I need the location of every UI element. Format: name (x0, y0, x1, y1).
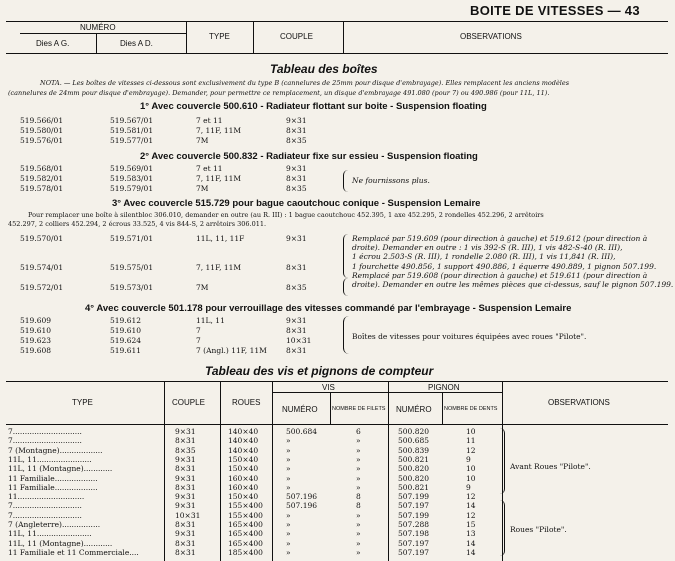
cmp-row-type: 7............................. (8, 436, 82, 446)
cmp-row-type: 7............................. (8, 427, 82, 436)
cmp-row-type: 11L, 11....................... (8, 529, 92, 539)
section-1-title: 1° Avec couvercle 500.610 - Radiateur flottant sur boite - Suspension floating (140, 101, 487, 112)
cmp-row-roues: 165×400 (228, 538, 263, 548)
section-2-brace (343, 170, 348, 192)
row-type: 7 (Angl.) 11F, 11M (196, 346, 267, 355)
cmp-row-vis-numero: » (286, 529, 291, 539)
cmp-row-pignon-dents: 15 (466, 520, 476, 529)
cmp-row-couple: 8×31 (175, 538, 196, 548)
row-type: 7 (196, 326, 201, 335)
section-3-obs-line: droite). Demander en outre les mêmes pièces que ci-dessus, sauf le pignon 507.199. (352, 280, 674, 289)
cmp-row-type: 11 Familiale et 11 Commerciale.... (8, 547, 139, 557)
cmp-row-vis-filets: » (356, 454, 361, 464)
row-dad: 519.571/01 (110, 234, 154, 243)
row-couple: 9×31 (286, 116, 307, 125)
cmp-row-vis-filets: » (356, 464, 361, 474)
cmp-col-pignon-numero: NUMÉRO (396, 405, 432, 414)
cmp-row-pignon-numero: 500.820 (398, 473, 430, 483)
row-type: 7, 11F, 11M (196, 174, 242, 183)
cmp-row-roues: 140×40 (228, 445, 259, 455)
cmp-row-pignon-numero: 500.839 (398, 445, 430, 455)
cmp-row-pignon-numero: 507.198 (398, 529, 430, 539)
cmp-row-vis-filets: » (356, 510, 361, 520)
row-dad: 519.567/01 (110, 116, 154, 125)
cmp-row-roues: 155×400 (228, 510, 263, 520)
cmp-row-couple: 8×35 (175, 445, 196, 455)
compteur-rule-header (6, 424, 668, 425)
row-couple: 8×35 (286, 184, 307, 193)
top-table-rule-top (6, 21, 668, 22)
cmp-row-roues: 185×400 (228, 547, 263, 557)
boites-title: Tableau des boîtes (270, 62, 378, 76)
row-couple: 9×31 (286, 164, 307, 173)
cmp-row-couple: 9×31 (175, 427, 196, 436)
cmp-row-pignon-dents: 9 (466, 454, 471, 464)
cmp-col-observations: OBSERVATIONS (548, 398, 610, 407)
cmp-row-couple: 10×31 (175, 510, 201, 520)
col-couple: COUPLE (280, 32, 313, 41)
row-couple: 10×31 (286, 336, 312, 345)
page-header-title: BOITE DE VITESSES — 43 (470, 3, 640, 18)
cmp-col-couple: COUPLE (172, 398, 205, 407)
section-3-intro-2: 452.297, 2 colliers 452.294, 2 écrous 33.525, 4 vis 844-S, 2 arrêtoirs 306.011. (8, 220, 267, 228)
cmp-row-vis-filets: » (356, 538, 361, 548)
compteur-vline-3 (272, 381, 273, 561)
top-table-vline-4 (343, 21, 344, 53)
row-type: 7, 11F, 11M (196, 263, 242, 272)
cmp-row-roues: 140×40 (228, 427, 259, 436)
cmp-row-vis-filets: 8 (356, 501, 361, 511)
cmp-row-pignon-dents: 12 (466, 510, 476, 520)
compteur-rule-top (6, 381, 668, 382)
cmp-row-vis-filets: » (356, 473, 361, 483)
cmp-row-vis-numero: » (286, 510, 291, 520)
cmp-row-type: 11............................ (8, 492, 85, 502)
cmp-row-couple: 9×31 (175, 501, 196, 511)
cmp-row-vis-filets: 8 (356, 492, 361, 502)
row-dag: 519.570/01 (20, 234, 64, 243)
cmp-row-pignon-numero: 500.820 (398, 464, 430, 474)
cmp-col-pignon: PIGNON (428, 383, 460, 392)
boites-note-2: (cannelures de 24mm pour disque d'embrayage). Demander, pour permettre ce remplacement, un disque d'embrayage 491.080 (pour 7) ou 490.986 (pour 11L, 11). (8, 89, 550, 97)
cmp-row-type: 11L, 11 (Montagne)............ (8, 538, 113, 548)
cmp-row-pignon-dents: 14 (466, 501, 476, 511)
row-dad: 519.612 (110, 316, 142, 325)
cmp-row-type: 11L, 11....................... (8, 454, 92, 464)
section-3-obs-line: droite). Demander en outre : 1 vis 392-S (R. III), 1 vis 482-S-40 (R. III), (352, 243, 623, 253)
cmp-col-vis-numero: NUMÉRO (282, 405, 318, 414)
col-type: TYPE (209, 32, 230, 41)
row-dag: 519.608 (20, 346, 52, 355)
cmp-row-type: 11L, 11 (Montagne)............ (8, 464, 113, 474)
col-dad: Dies A D. (120, 39, 153, 48)
row-dad: 519.610 (110, 326, 142, 335)
cmp-row-pignon-numero: 507.199 (398, 510, 430, 520)
cmp-row-roues: 160×40 (228, 482, 259, 492)
cmp-row-pignon-numero: 500.685 (398, 436, 430, 446)
cmp-row-type: 7............................. (8, 510, 82, 520)
cmp-row-roues: 150×40 (228, 492, 259, 502)
section-2-title: 2° Avec couvercle 500.832 - Radiateur fixe sur essieu - Suspension floating (140, 151, 478, 162)
cmp-row-roues: 140×40 (228, 436, 259, 446)
cmp-row-vis-filets: » (356, 445, 361, 455)
compteur-rule-sub (272, 392, 502, 393)
cmp-row-pignon-dents: 14 (466, 547, 476, 557)
cmp-row-vis-numero: 500.684 (286, 427, 318, 436)
cmp-row-pignon-dents: 12 (466, 445, 476, 455)
section-4-title: 4° Avec couvercle 501.178 pour verrouillage des vitesses commandé par l'embrayage - Suspension Lemaire (85, 303, 572, 314)
cmp-row-roues: 150×40 (228, 454, 259, 464)
cmp-row-pignon-numero: 507.288 (398, 520, 430, 529)
row-couple: 9×31 (286, 234, 307, 243)
cmp-row-vis-numero: » (286, 464, 291, 474)
top-table-vline-1 (96, 33, 97, 53)
cmp-row-pignon-numero: 507.199 (398, 492, 430, 502)
cmp-row-pignon-numero: 507.197 (398, 501, 430, 511)
compteur-vline-6 (442, 392, 443, 424)
cmp-col-nb-dents: NOMBRE DE DENTS (444, 406, 498, 412)
compteur-obs-2: Roues "Pilote". (510, 525, 567, 534)
row-dad: 519.573/01 (110, 283, 154, 292)
compteur-vline-4 (330, 392, 331, 424)
row-dag: 519.610 (20, 326, 52, 335)
row-type: 7M (196, 283, 209, 292)
col-observations: OBSERVATIONS (460, 32, 522, 41)
cmp-row-pignon-dents: 12 (466, 492, 476, 502)
cmp-row-type: 7............................. (8, 501, 82, 511)
cmp-row-vis-filets: » (356, 520, 361, 529)
cmp-row-roues: 150×40 (228, 464, 259, 474)
section-3-obs-line: 1 écrou 2.503-S (R. III), 1 rondelle 2.080 (R. III), 1 vis 11,841 (R. III), (352, 252, 616, 262)
row-dad: 519.624 (110, 336, 142, 345)
section-3-obs-line: 1 fourchette 490.856, 1 support 490.886, 1 équerre 490.889, 1 pignon 507.199. (352, 261, 657, 271)
cmp-row-type: 7 (Montagne).................. (8, 445, 103, 455)
row-dag: 519.572/01 (20, 283, 64, 292)
cmp-row-vis-numero: » (286, 520, 291, 529)
row-dag: 519.574/01 (20, 263, 64, 272)
section-3-title: 3° Avec couvercle 515.729 pour bague caoutchouc conique - Suspension Lemaire (112, 198, 481, 209)
cmp-col-nb-filets: NOMBRE DE FILETS (332, 406, 386, 412)
top-table-vline-2 (186, 21, 187, 53)
cmp-row-pignon-dents: 10 (466, 427, 476, 436)
row-dad: 519.575/01 (110, 263, 154, 272)
row-dag: 519.609 (20, 316, 52, 325)
cmp-row-vis-numero: 507.196 (286, 492, 318, 502)
section-4-obs: Boîtes de vitesses pour voitures équipées avec roues "Pilote". (352, 332, 587, 341)
boites-note-1: NOTA. — Les boîtes de vitesses ci-dessous sont exclusivement du type B (cannelures de 25mm pour disque d'embrayage). Elles remplacent les anciens modèles (40, 79, 570, 87)
section-2-obs: Ne fournissons plus. (352, 176, 430, 185)
row-couple: 9×31 (286, 316, 307, 325)
cmp-row-pignon-numero: 507.197 (398, 547, 430, 557)
row-type: 7 et 11 (196, 164, 223, 173)
cmp-row-roues: 165×400 (228, 520, 263, 529)
cmp-row-couple: 8×31 (175, 547, 196, 557)
cmp-row-couple: 9×31 (175, 492, 196, 502)
cmp-row-pignon-numero: 500.820 (398, 427, 430, 436)
row-type: 7, 11F, 11M (196, 126, 242, 135)
cmp-row-type: 11 Familiale.................. (8, 482, 98, 492)
row-couple: 8×31 (286, 263, 307, 272)
cmp-row-vis-filets: » (356, 529, 361, 539)
top-table-vline-3 (253, 21, 254, 53)
row-dad: 519.577/01 (110, 136, 154, 145)
cmp-row-vis-numero: » (286, 473, 291, 483)
row-dag: 519.582/01 (20, 174, 64, 183)
row-dad: 519.569/01 (110, 164, 154, 173)
row-couple: 8×31 (286, 174, 307, 183)
cmp-row-couple: 8×31 (175, 520, 196, 529)
cmp-row-vis-filets: » (356, 482, 361, 492)
cmp-row-roues: 160×40 (228, 473, 259, 483)
row-type: 7 (196, 336, 201, 345)
row-couple: 8×31 (286, 126, 307, 135)
numero-underline (20, 33, 186, 34)
cmp-row-vis-numero: 507.196 (286, 501, 318, 511)
cmp-col-type: TYPE (72, 398, 93, 407)
col-numero: NUMÉRO (80, 23, 116, 32)
row-dad: 519.583/01 (110, 174, 154, 183)
row-type: 11L, 11 (196, 316, 225, 325)
cmp-row-pignon-dents: 10 (466, 464, 476, 474)
cmp-row-vis-numero: » (286, 482, 291, 492)
cmp-row-vis-filets: » (356, 547, 361, 557)
row-type: 11L, 11, 11F (196, 234, 245, 243)
section-3-brace-1 (343, 234, 348, 278)
cmp-row-pignon-numero: 507.197 (398, 538, 430, 548)
row-dag: 519.580/01 (20, 126, 64, 135)
section-3-obs-line: Remplacé par 519.608 (pour direction à gauche) et 519.611 (pour direction à (352, 270, 648, 280)
cmp-row-couple: 8×31 (175, 464, 196, 474)
row-couple: 8×35 (286, 283, 307, 292)
compteur-obs-1: Avant Roues "Pilote". (510, 462, 591, 471)
row-type: 7 et 11 (196, 116, 223, 125)
compteur-title: Tableau des vis et pignons de compteur (205, 364, 434, 378)
cmp-row-couple: 9×31 (175, 454, 196, 464)
cmp-row-pignon-dents: 9 (466, 482, 471, 492)
row-type: 7M (196, 136, 209, 145)
compteur-vline-5 (388, 381, 389, 561)
cmp-row-couple: 8×31 (175, 436, 196, 446)
cmp-row-couple: 9×31 (175, 529, 196, 539)
row-dag: 519.623 (20, 336, 52, 345)
row-dag: 519.566/01 (20, 116, 64, 125)
row-dag: 519.578/01 (20, 184, 64, 193)
section-3-obs-line: Remplacé par 519.609 (pour direction à gauche) et 519.612 (pour direction à (352, 234, 648, 243)
row-couple: 8×31 (286, 346, 307, 355)
cmp-row-type: 11 Familiale.................. (8, 473, 98, 483)
cmp-row-couple: 9×31 (175, 473, 196, 483)
row-couple: 8×35 (286, 136, 307, 145)
row-type: 7M (196, 184, 209, 193)
cmp-row-vis-numero: » (286, 547, 291, 557)
cmp-row-vis-filets: 6 (356, 427, 361, 436)
row-dad: 519.581/01 (110, 126, 154, 135)
cmp-row-pignon-numero: 500.821 (398, 482, 430, 492)
cmp-row-roues: 165×400 (228, 529, 263, 539)
cmp-row-vis-numero: » (286, 436, 291, 446)
cmp-row-pignon-numero: 500.821 (398, 454, 430, 464)
row-dag: 519.568/01 (20, 164, 64, 173)
col-dag: Dies A G. (36, 39, 70, 48)
section-3-brace-2 (343, 278, 348, 296)
compteur-vline-2 (220, 381, 221, 561)
cmp-col-vis: VIS (322, 383, 335, 392)
row-dad: 519.579/01 (110, 184, 154, 193)
cmp-row-vis-filets: » (356, 436, 361, 446)
cmp-row-pignon-dents: 13 (466, 529, 476, 539)
cmp-row-pignon-dents: 10 (466, 473, 476, 483)
compteur-brace-2 (500, 500, 505, 556)
section-4-brace (343, 316, 349, 354)
cmp-row-roues: 155×400 (228, 501, 263, 511)
section-3-intro-1: Pour remplacer une boîte à silentbloc 306.010, demander en outre (au R. III) : 1 bague caoutchouc 452.395, 1 axe 452.295, 2 rondelles 452.296, 2 arrêtoirs (28, 211, 544, 219)
cmp-row-vis-numero: » (286, 454, 291, 464)
top-table-rule-bottom (6, 53, 668, 54)
row-dag: 519.576/01 (20, 136, 64, 145)
row-couple: 8×31 (286, 326, 307, 335)
compteur-vline-1 (164, 381, 165, 561)
cmp-row-couple: 8×31 (175, 482, 196, 492)
cmp-row-vis-numero: » (286, 538, 291, 548)
row-dad: 519.611 (110, 346, 142, 355)
cmp-col-roues: ROUES (232, 398, 261, 407)
cmp-row-vis-numero: » (286, 445, 291, 455)
cmp-row-pignon-dents: 11 (466, 436, 476, 446)
cmp-row-pignon-dents: 14 (466, 538, 476, 548)
cmp-row-type: 7 (Angleterre)................ (8, 520, 101, 529)
compteur-brace-1 (500, 428, 505, 494)
